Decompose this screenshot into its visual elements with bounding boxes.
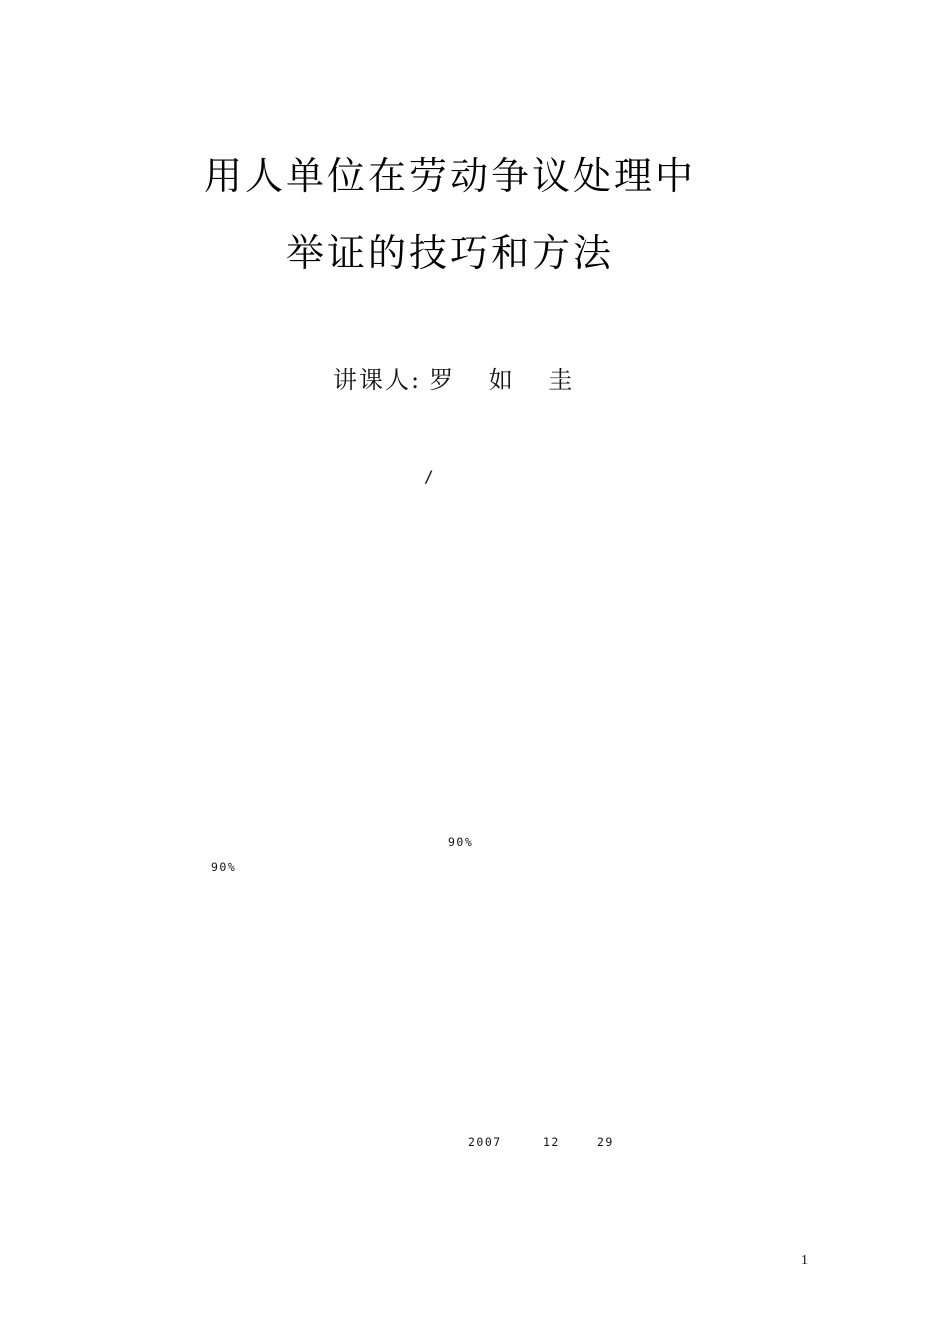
body-line: [145, 1210, 795, 1308]
lecturer-line: [333, 360, 586, 395]
lecturer-label: 讲课人:: [333, 366, 422, 394]
lecturer-name: 罗 如 圭: [429, 366, 587, 394]
body-text: 2007: [468, 1135, 502, 1149]
body-text: 12: [543, 1135, 560, 1149]
page-number: 1: [801, 1253, 808, 1268]
document-title-line-2: 举证的技巧和方法: [285, 231, 614, 275]
body-text: 29: [597, 1135, 614, 1149]
document-title-line-1: 用人单位在劳动争议处理中: [203, 154, 696, 198]
body-text: 90%: [211, 860, 237, 874]
body-text: 90%: [448, 835, 474, 849]
credential-text-continued: /: [424, 467, 436, 486]
